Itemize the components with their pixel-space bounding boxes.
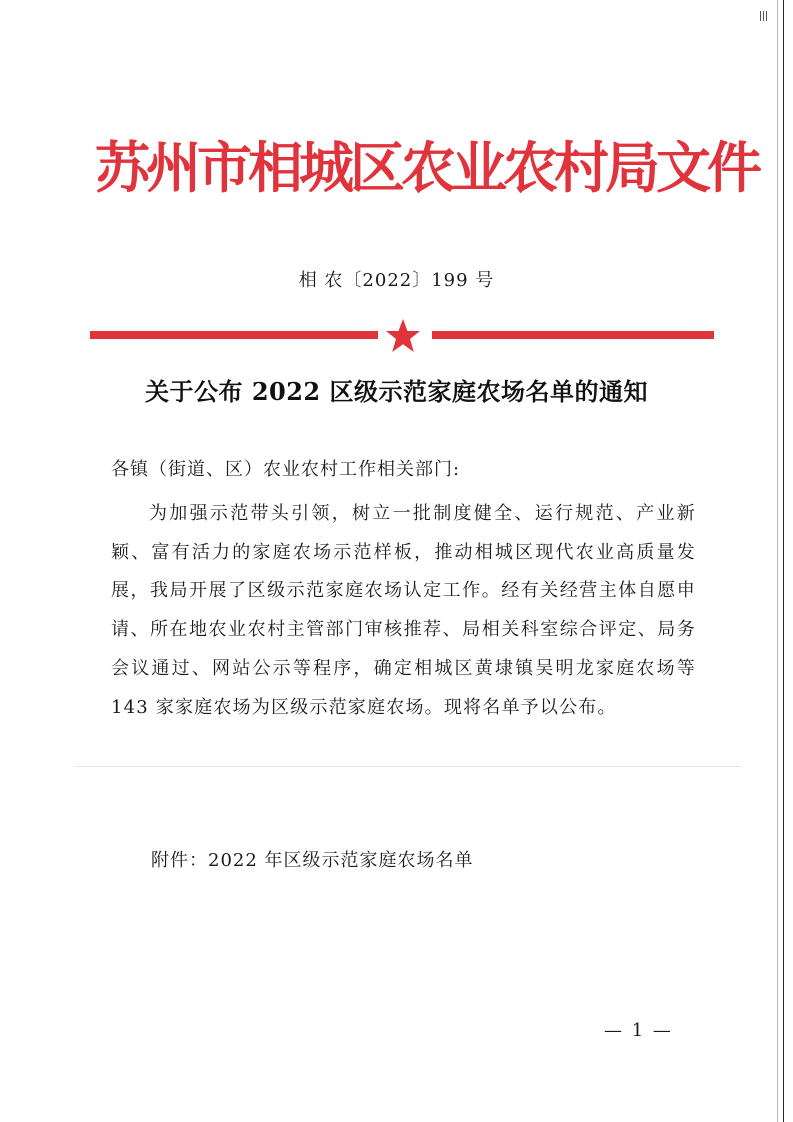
notice-title: 关于公布 2022 区级示范家庭农场名单的通知 — [144, 377, 648, 406]
scan-corner-mark — [760, 6, 774, 16]
page-number: — 1 — — [604, 1020, 673, 1041]
attachment-note: 附件：2022 年区级示范家庭农场名单 — [151, 850, 474, 871]
red-rule-right — [432, 331, 714, 339]
red-rule-left — [90, 331, 378, 339]
scan-edge-inner — [777, 0, 778, 1122]
divider — [75, 766, 740, 767]
salutation: 各镇（街道、区）农业农村工作相关部门: — [111, 459, 461, 480]
scan-edge — [783, 0, 784, 1122]
body-paragraph: 为加强示范带头引领，树立一批制度健全、运行规范、产业新颖、富有活力的家庭农场示范样板，推动相城区现代农业高质量发展，我局开展了区级示范家庭农场认定工作。经有关经营主体自愿申请、所在地农业农村主管部门审核推荐、局相关科室综合评定、局务会议通过、网站公示等程序，确定相城区黄埭镇吴明龙家庭农场等 143 家家庭农场为区级示范家庭农场。现将名单予以公布。 — [111, 503, 696, 718]
star-icon — [385, 318, 421, 354]
document-number: 相 农〔2022〕199 号 — [298, 270, 495, 291]
issuer-title: 苏州市相城区农业农村局文件 — [95, 135, 759, 200]
